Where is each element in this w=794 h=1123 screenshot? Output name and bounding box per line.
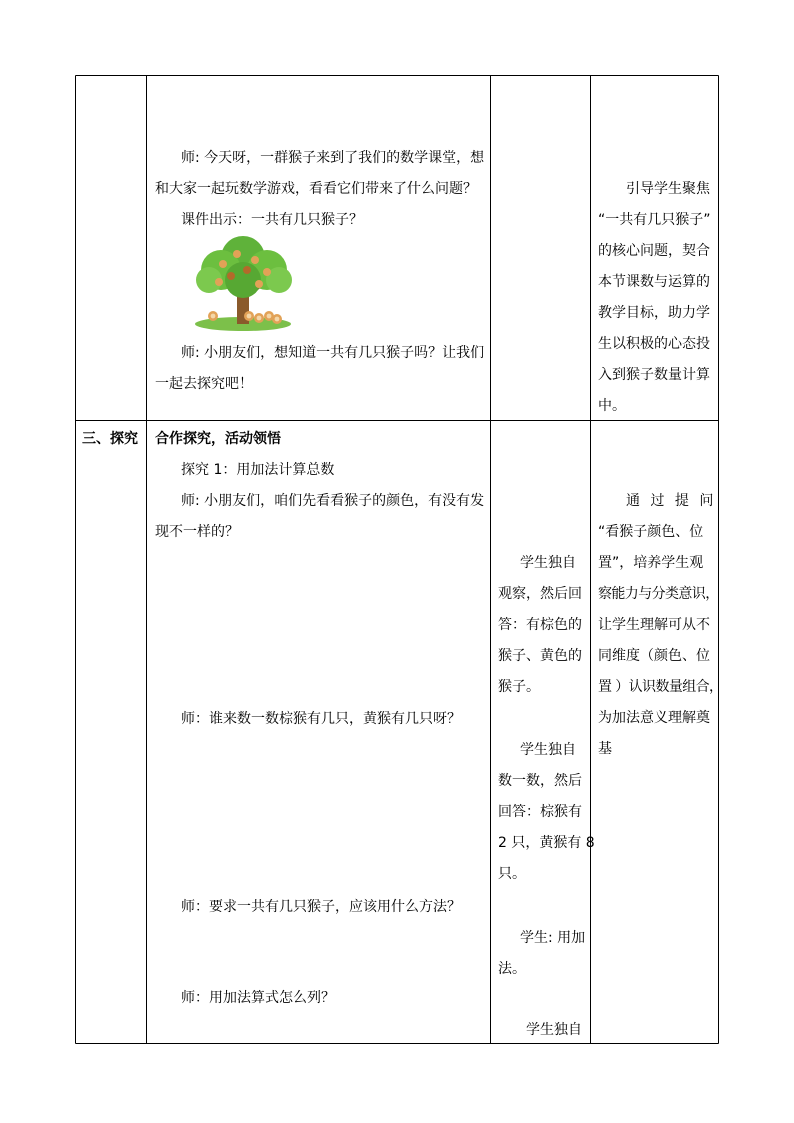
student-b-line-3: 回答：棕猴有 bbox=[498, 804, 582, 820]
section-heading: 合作探究，活动领悟 bbox=[155, 431, 281, 447]
stage-label: 三、探究 bbox=[82, 431, 138, 447]
intent1-line-6: 生以积极的心态投 bbox=[598, 336, 710, 352]
teacher-line-3: 课件出示：一共有几只猴子？ bbox=[181, 212, 363, 228]
intent2-line-1: 通 过 提 问 bbox=[626, 493, 717, 509]
student-a-line-1: 学生独自 bbox=[520, 555, 576, 571]
student-a-line-3: 答：有棕色的 bbox=[498, 617, 582, 633]
monkey-tree-illustration bbox=[193, 236, 295, 332]
intent2-line-7: 置 ）认识数量组合， bbox=[598, 679, 723, 695]
question-2: 师：谁来数一数棕猴有几只，黄猴有几只呀？ bbox=[181, 711, 461, 727]
student-a-line-2: 观察，然后回 bbox=[498, 586, 582, 602]
student-b-line-2: 数一数，然后 bbox=[498, 773, 582, 789]
student-c-line-1: 学生: 用加 bbox=[520, 930, 586, 946]
intent2-line-9: 基 bbox=[598, 741, 612, 757]
teacher-line-4: 师: 小朋友们，想知道一共有几只猴子吗？让我们 bbox=[181, 345, 485, 361]
intent1-line-3: 的核心问题，契合 bbox=[598, 243, 710, 259]
question-4: 师：用加法算式怎么列？ bbox=[181, 990, 335, 1006]
student-b-line-1: 学生独自 bbox=[520, 742, 576, 758]
intent2-line-4: 察能力与分类意识， bbox=[598, 586, 719, 602]
intent1-line-5: 教学目标，助力学 bbox=[598, 305, 710, 321]
intent2-line-6: 同维度（颜色、位 bbox=[598, 648, 710, 664]
intent1-line-4: 本节课数与运算的 bbox=[598, 274, 710, 290]
explore-1-title: 探究 1：用加法计算总数 bbox=[181, 462, 335, 478]
student-b-line-5: 只。 bbox=[498, 866, 526, 882]
teacher-line-5: 一起去探究吧！ bbox=[155, 376, 253, 392]
intent1-line-2: “一共有几只猴子” bbox=[598, 212, 711, 228]
question-1-line-2: 现不一样的？ bbox=[155, 524, 239, 540]
intent1-line-8: 中。 bbox=[598, 398, 626, 414]
intent1-line-1: 引导学生聚焦 bbox=[626, 181, 710, 197]
student-c-line-2: 法。 bbox=[498, 961, 526, 977]
teacher-line-2: 和大家一起玩数学游戏，看看它们带来了什么问题？ bbox=[155, 181, 477, 197]
student-a-line-5: 猴子。 bbox=[498, 679, 540, 695]
intent1-line-7: 入到猴子数量计算 bbox=[598, 367, 710, 383]
student-a-line-4: 猴子、黄色的 bbox=[498, 648, 582, 664]
intent2-line-3: 置”，培养学生观 bbox=[598, 555, 704, 571]
teacher-line-1: 师: 今天呀，一群猴子来到了我们的数学课堂，想 bbox=[181, 150, 485, 166]
question-1-line-1: 师: 小朋友们，咱们先看看猴子的颜色，有没有发 bbox=[181, 493, 485, 509]
intent2-line-2: “看猴子颜色、位 bbox=[598, 524, 704, 540]
intent2-line-5: 让学生理解可从不 bbox=[598, 617, 710, 633]
intent2-line-8: 为加法意义理解奠 bbox=[598, 710, 710, 726]
question-3: 师：要求一共有几只猴子，应该用什么方法？ bbox=[181, 899, 461, 915]
student-b-line-4: 2 只，黄猴有 8 bbox=[498, 835, 595, 851]
student-d-line-1: 学生独自 bbox=[526, 1022, 582, 1038]
